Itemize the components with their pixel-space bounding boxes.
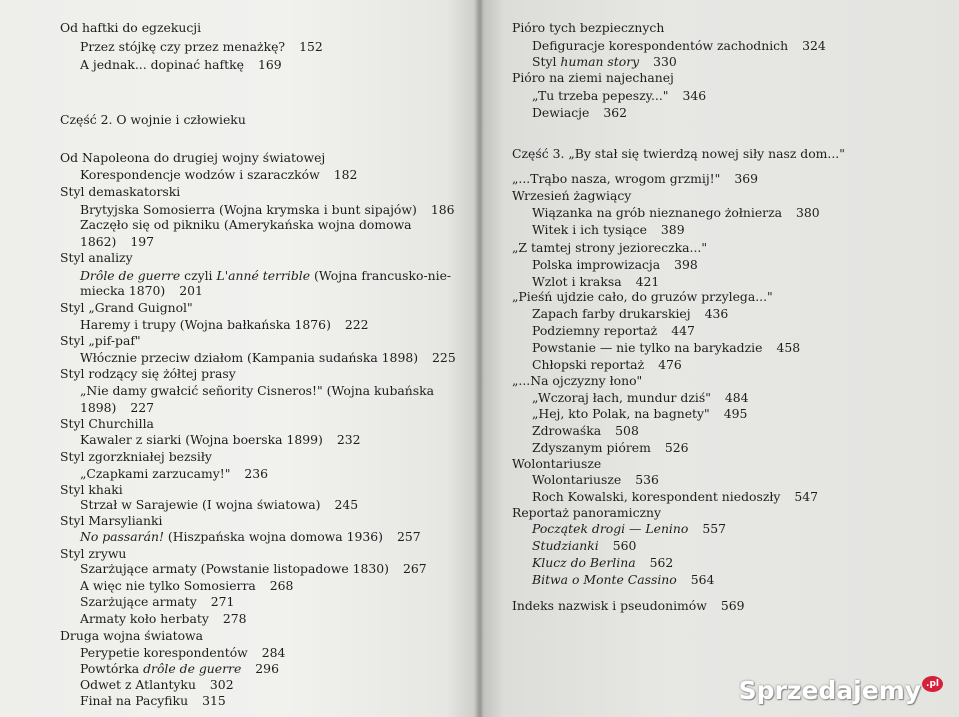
entry-title-italic: No passarán!: [80, 529, 164, 544]
entry-title: Od Napoleona do drugiej wojny światowej: [60, 150, 326, 165]
entry-page-number: 271: [210, 594, 235, 609]
entry-page-number: 268: [269, 578, 294, 593]
entry-page-number: 369: [734, 171, 758, 186]
entry-title: „Tu trzeba pepeszy...": [532, 88, 669, 103]
entry-title: Polska improwizacja: [532, 257, 661, 272]
entry-page-number: 152: [299, 39, 323, 54]
entry-page-number: 508: [615, 423, 639, 438]
entry-title: Dewiacje: [532, 105, 590, 120]
right-toc-entry: [532, 222, 685, 238]
left-toc-entry: [80, 57, 282, 73]
right-toc-entry: [532, 538, 636, 554]
entry-page-number: 324: [802, 38, 826, 53]
entry-title: „Czapkami zarzucamy!": [80, 466, 231, 481]
right-toc-entry: [532, 88, 706, 104]
entry-title-italic: Bitwa o Monte Cassino: [532, 572, 677, 587]
entry-title: Pióro na ziemi najechanej: [512, 70, 674, 85]
entry-page-number: 564: [690, 572, 715, 587]
watermark-text: Sprzedajemy: [738, 676, 922, 705]
entry-title: Część 2. O wojnie i człowieku: [60, 112, 246, 127]
left-toc-entry: [60, 513, 163, 529]
left-toc-entry: [80, 283, 203, 299]
entry-title: Druga wojna światowa: [60, 628, 204, 643]
entry-title: Styl zgorzkniałej bezsiły: [60, 449, 212, 464]
left-toc-entry: [60, 546, 126, 562]
entry-page-number: 302: [209, 677, 234, 692]
entry-title: Szarżujące armaty: [80, 594, 197, 609]
entry-title: A więc nie tylko Somosierra: [80, 578, 256, 593]
entry-page-number: 197: [130, 234, 155, 249]
entry-title: „Pieśń ujdzie cało, do gruzów przylega...": [512, 289, 773, 304]
left-toc-entry: [80, 234, 154, 250]
right-toc-entry: [512, 289, 773, 305]
left-toc-entry: [60, 250, 133, 266]
entry-title-italic: Drôle de guerre: [80, 268, 181, 283]
left-toc-entry: [60, 20, 201, 36]
entry-title: „...Na ojczyzny łono": [512, 373, 643, 388]
entry-title: Styl: [532, 54, 561, 69]
right-toc-entry: [532, 521, 726, 537]
left-toc-entry: [80, 611, 247, 627]
entry-title: (Wojna francusko-nie-: [310, 268, 452, 283]
entry-title: Defiguracje korespondentów zachodnich: [532, 38, 789, 53]
entry-page-number: 227: [130, 400, 155, 415]
left-toc-entry: [80, 677, 234, 693]
entry-title: Część 3. „By stał się twierdzą nowej siły nasz dom...": [512, 146, 845, 161]
right-toc-entry: [532, 38, 826, 54]
entry-title: (Hiszpańska wojna domowa 1936): [163, 529, 383, 544]
right-toc-entry: [532, 357, 682, 373]
right-toc-entry: [512, 171, 758, 187]
entry-title: Wiązanka na grób nieznanego żołnierza: [532, 205, 783, 220]
entry-title: Brytyjska Somosierra (Wojna krymska i bunt sipajów): [80, 202, 417, 217]
left-toc-entry: [80, 645, 285, 661]
entry-title: Zdrowaśka: [532, 423, 602, 438]
entry-page-number: 330: [653, 54, 677, 69]
entry-title: Witek i ich tysiące: [532, 222, 647, 237]
left-toc-entry: [80, 529, 421, 545]
right-toc-entry: [532, 306, 728, 322]
entry-page-number: 186: [430, 202, 455, 217]
left-toc-entry: [80, 317, 369, 333]
left-toc-entry: [80, 167, 357, 183]
left-toc-entry: [60, 184, 180, 200]
left-toc-entry: [80, 268, 451, 284]
entry-page-number: 315: [202, 693, 226, 708]
entry-title: miecka 1870): [80, 283, 166, 298]
entry-title: Kawaler z siarki (Wojna boerska 1899): [80, 432, 323, 447]
entry-title: Powtórka: [80, 661, 144, 676]
entry-page-number: 476: [658, 357, 682, 372]
left-toc-entry: [80, 432, 361, 448]
entry-title: Armaty koło herbaty: [80, 611, 209, 626]
right-toc-entry: [532, 340, 800, 356]
entry-page-number: 278: [222, 611, 247, 626]
entry-title-italic: Klucz do Berlina: [532, 555, 636, 570]
entry-title-italic: Studzianki: [532, 538, 599, 553]
watermark-badge: .pl: [922, 676, 943, 692]
entry-page-number: 267: [403, 561, 427, 576]
entry-page-number: 484: [724, 390, 749, 405]
entry-title: Styl khaki: [60, 482, 123, 497]
left-toc-entry: [80, 350, 456, 366]
entry-title: A jednak... dopinać haftkę: [80, 57, 244, 72]
entry-page-number: 222: [344, 317, 369, 332]
right-toc-entry: [532, 423, 639, 439]
entry-title: Powstanie — nie tylko na barykadzie: [532, 340, 763, 355]
entry-title-part: czyli: [180, 268, 217, 283]
entry-page-number: 182: [333, 167, 358, 182]
entry-title: Styl demaskatorski: [60, 184, 181, 199]
entry-page-number: 245: [334, 497, 359, 512]
right-toc-entry: [532, 257, 698, 273]
watermark-logo: [739, 676, 943, 705]
entry-title-italic: L'anné terrible: [216, 268, 311, 283]
entry-title: Wolontariusze: [512, 456, 602, 471]
entry-title: „Nie damy gwałcić señority Cisneros!" (Wojna kubańska: [80, 383, 435, 398]
entry-page-number: 569: [720, 598, 745, 613]
entry-title: Styl „pif-paf": [60, 333, 141, 348]
entry-title: „Z tamtej strony jezioreczka...": [512, 240, 708, 255]
entry-title: Korespondencje wodzów i szaraczków: [80, 167, 320, 182]
right-toc-entry: [512, 70, 674, 86]
right-toc-entry: [532, 406, 747, 422]
right-toc-entry: [532, 440, 689, 456]
entry-title: Styl „Grand Guignol": [60, 300, 193, 315]
entry-title: Indeks nazwisk i pseudonimów: [512, 598, 707, 613]
entry-title: Styl rodzący się żółtej prasy: [60, 366, 236, 381]
entry-page-number: 536: [635, 472, 659, 487]
right-toc-entry: [532, 555, 673, 571]
entry-title: Szarżujące armaty (Powstanie listopadowe 1830): [80, 561, 389, 576]
entry-title: „Wczoraj łach, mundur dziś": [532, 390, 711, 405]
entry-title: Reportaż panoramiczny: [512, 505, 662, 520]
left-toc-entry: [60, 333, 141, 349]
entry-page-number: 380: [796, 205, 820, 220]
entry-page-number: 232: [336, 432, 361, 447]
left-toc-entry: [60, 449, 212, 465]
right-toc-entry: [532, 274, 659, 290]
entry-title: Włócznie przeciw działom (Kampania sudańska 1898): [80, 350, 419, 365]
entry-title-italic: Początek drogi — Lenino: [532, 521, 689, 536]
entry-title: „...Trąbo nasza, wrogom grzmij!": [512, 171, 721, 186]
entry-page-number: 436: [704, 306, 729, 321]
left-toc-entry: [80, 217, 412, 233]
right-toc-entry: [512, 456, 601, 472]
left-toc-entry: [60, 628, 203, 644]
left-toc-entry: [60, 416, 154, 432]
entry-title: „Hej, kto Polak, na bagnety": [532, 406, 710, 421]
right-toc-entry: [512, 146, 845, 162]
entry-title: Chłopski reportaż: [532, 357, 645, 372]
entry-title: Roch Kowalski, korespondent niedoszły: [532, 489, 781, 504]
left-toc-entry: [80, 202, 454, 218]
entry-page-number: 225: [432, 350, 456, 365]
right-toc-entry: [512, 240, 707, 256]
right-toc-entry: [532, 390, 749, 406]
left-toc-entry: [80, 497, 358, 513]
right-table-of-contents: [480, 0, 959, 717]
entry-page-number: 547: [794, 489, 819, 504]
entry-title: Zdyszanym piórem: [532, 440, 651, 455]
left-toc-entry: [60, 112, 246, 128]
entry-title: Perypetie korespondentów: [80, 645, 248, 660]
entry-title: Wzlot i kraksa: [532, 274, 622, 289]
entry-page-number: 447: [671, 323, 695, 338]
right-toc-entry: [532, 105, 627, 121]
entry-title: Finał na Pacyfiku: [80, 693, 189, 708]
left-toc-entry: [80, 578, 293, 594]
entry-page-number: 296: [255, 661, 279, 676]
entry-title-italic: human story: [560, 54, 640, 69]
entry-page-number: 201: [179, 283, 203, 298]
entry-title: Haremy i trupy (Wojna bałkańska 1876): [80, 317, 331, 332]
right-toc-entry: [532, 572, 714, 588]
right-toc-entry: [512, 505, 661, 521]
right-toc-entry: [532, 323, 695, 339]
right-toc-entry: [532, 54, 677, 70]
entry-page-number: 557: [702, 521, 726, 536]
entry-page-number: 398: [674, 257, 698, 272]
entry-title: Zapach farby drukarskiej: [532, 306, 691, 321]
entry-title-italic: drôle de guerre: [143, 661, 242, 676]
entry-page-number: 346: [682, 88, 707, 103]
entry-title: Styl zrywu: [60, 546, 127, 561]
right-toc-entry: [512, 188, 631, 204]
entry-page-number: 495: [723, 406, 748, 421]
entry-page-number: 458: [776, 340, 801, 355]
left-toc-entry: [80, 661, 279, 677]
entry-title: 1862): [80, 234, 117, 249]
right-toc-entry: [512, 373, 642, 389]
entry-page-number: 560: [612, 538, 637, 553]
entry-page-number: 169: [257, 57, 282, 72]
entry-title: Od haftki do egzekucji: [60, 20, 202, 35]
left-toc-entry: [80, 693, 226, 709]
entry-page-number: 421: [635, 274, 660, 289]
entry-page-number: 362: [603, 105, 627, 120]
entry-title: Pióro tych bezpiecznych: [512, 20, 665, 35]
entry-page-number: 236: [244, 466, 269, 481]
entry-title: Styl analizy: [60, 250, 133, 265]
left-toc-entry: [80, 561, 427, 577]
left-toc-entry: [80, 466, 268, 482]
right-toc-entry: [512, 20, 664, 36]
left-toc-entry: [80, 594, 234, 610]
left-toc-entry: [80, 39, 323, 55]
left-toc-entry: [80, 383, 434, 399]
left-toc-entry: [60, 366, 236, 382]
entry-title: Wolontariusze: [532, 472, 622, 487]
entry-title: Zaczęło się od pikniku (Amerykańska wojna domowa: [80, 217, 412, 232]
entry-title: Przez stójkę czy przez menażkę?: [80, 39, 286, 54]
right-toc-entry: [532, 205, 820, 221]
right-toc-entry: [512, 598, 745, 614]
right-toc-entry: [532, 472, 659, 488]
left-toc-entry: [60, 482, 123, 498]
entry-title: Odwet z Atlantyku: [80, 677, 196, 692]
entry-title: Wrzesień żagwiący: [512, 188, 632, 203]
left-toc-entry: [60, 300, 193, 316]
left-toc-entry: [60, 150, 325, 166]
entry-page-number: 389: [660, 222, 685, 237]
entry-title: Podziemny reportaż: [532, 323, 658, 338]
entry-title: Strzał w Sarajewie (I wojna światowa): [80, 497, 321, 512]
entry-title: Styl Churchilla: [60, 416, 154, 431]
entry-page-number: 284: [261, 645, 286, 660]
entry-page-number: 257: [396, 529, 421, 544]
entry-title: Styl Marsylianki: [60, 513, 163, 528]
entry-page-number: 526: [664, 440, 689, 455]
entry-title: 1898): [80, 400, 117, 415]
entry-page-number: 562: [649, 555, 674, 570]
left-toc-entry: [80, 400, 154, 416]
right-toc-entry: [532, 489, 818, 505]
